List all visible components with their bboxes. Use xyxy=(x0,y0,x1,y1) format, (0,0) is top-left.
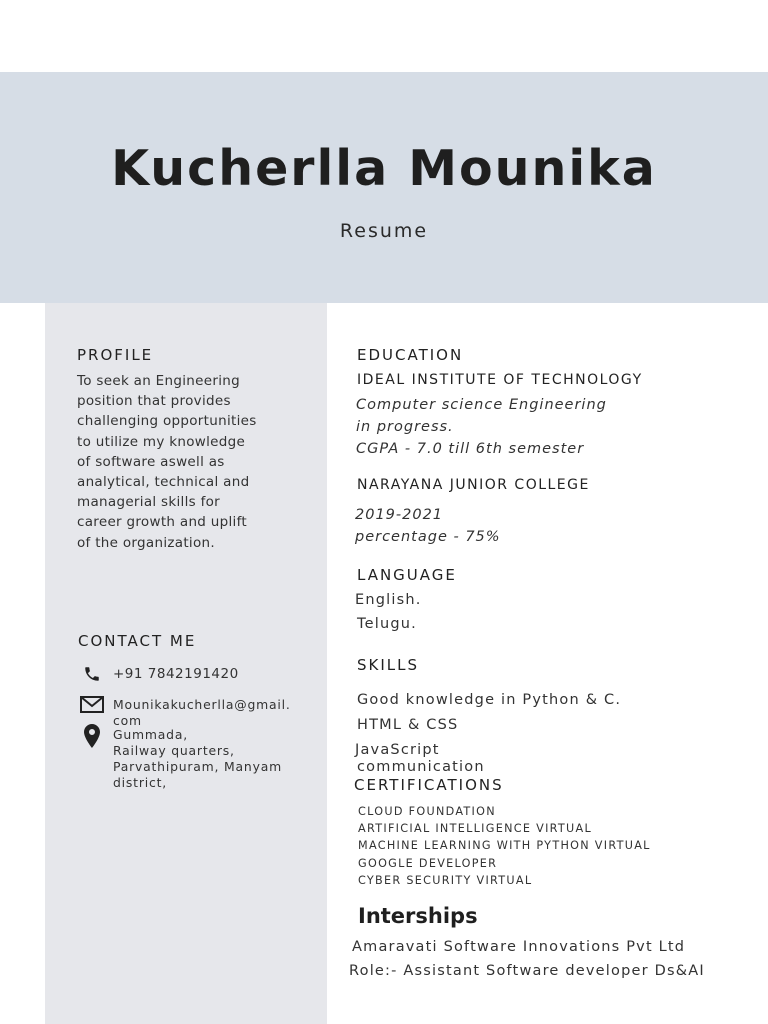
detail-line: Computer science Engineering xyxy=(356,397,607,413)
skill-item: JavaScript xyxy=(355,742,440,758)
detail-line: in progress. xyxy=(356,419,454,435)
phone-icon xyxy=(82,665,102,687)
certification-item: CYBER SECURITY VIRTUAL xyxy=(358,873,533,887)
certification-item: ARTIFICIAL INTELLIGENCE VIRTUAL xyxy=(358,822,593,836)
profile-heading: PROFILE xyxy=(77,346,154,364)
college-name: NARAYANA JUNIOR COLLEGE xyxy=(357,477,590,493)
internship-role: Role:- Assistant Software developer Ds&AI xyxy=(349,963,705,979)
profile-line: of software aswell as xyxy=(77,453,225,470)
school-name: IDEAL INSTITUTE OF TECHNOLOGY xyxy=(357,372,643,388)
resume-subtitle: Resume xyxy=(339,220,429,242)
detail-line: percentage - 75% xyxy=(355,529,501,545)
email-line: Mounikakucherlla@gmail. xyxy=(113,697,291,712)
resume-name: Kucherlla Mounika xyxy=(111,140,657,197)
profile-text xyxy=(77,371,257,553)
skill-item: communication xyxy=(357,759,485,775)
skill-item: HTML & CSS xyxy=(357,717,459,733)
profile-line: analytical, technical and xyxy=(77,474,250,491)
envelope-icon xyxy=(80,696,104,717)
profile-line: of the organization. xyxy=(77,534,215,551)
profile-line: challenging opportunities xyxy=(77,413,257,430)
phone-number[interactable]: +91 7842191420 xyxy=(113,666,239,682)
profile-line: managerial skills for xyxy=(77,494,221,511)
address-line: Railway quarters, xyxy=(113,743,235,758)
certification-item: CLOUD FOUNDATION xyxy=(358,805,496,818)
language-item: English. xyxy=(355,592,422,608)
education-heading: EDUCATION xyxy=(357,346,464,364)
profile-line: To seek an Engineering xyxy=(77,373,240,389)
skills-heading: SKILLS xyxy=(357,656,420,674)
school-details xyxy=(356,394,607,460)
email-line: com xyxy=(113,713,142,728)
profile-line: career growth and uplift xyxy=(77,514,247,531)
email-address[interactable] xyxy=(113,697,291,729)
contact-heading: CONTACT ME xyxy=(78,632,197,650)
address-line: Gummada, xyxy=(113,727,188,742)
address-line: district, xyxy=(113,775,167,790)
profile-line: position that provides xyxy=(77,393,231,410)
college-details xyxy=(355,504,501,548)
location-pin-icon xyxy=(84,724,100,752)
address xyxy=(113,727,282,791)
certification-item: MACHINE LEARNING WITH PYTHON VIRTUAL xyxy=(358,839,651,853)
language-heading: LANGUAGE xyxy=(357,566,457,584)
detail-line: 2019-2021 xyxy=(355,507,444,523)
internship-company: Amaravati Software Innovations Pvt Ltd xyxy=(352,939,686,955)
language-item: Telugu. xyxy=(357,616,417,632)
skill-item: Good knowledge in Python & C. xyxy=(357,692,622,708)
certification-item: GOOGLE DEVELOPER xyxy=(358,856,498,870)
profile-line: to utilize my knowledge xyxy=(77,433,246,450)
certifications-heading: CERTIFICATIONS xyxy=(354,776,504,794)
internships-heading: Interships xyxy=(358,904,478,928)
certifications-list xyxy=(358,803,651,889)
address-line: Parvathipuram, Manyam xyxy=(113,759,282,774)
detail-line: CGPA - 7.0 till 6th semester xyxy=(356,441,585,457)
